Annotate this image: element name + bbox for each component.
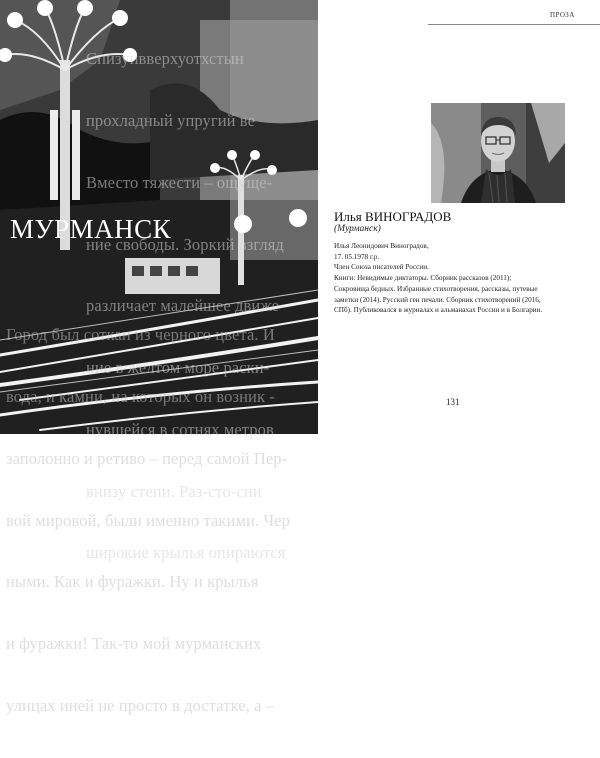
overlay-line: и фуражки! Так-то мой мурманских bbox=[6, 634, 262, 654]
overlay-line: Вместо тяжести – ощуще- bbox=[86, 172, 273, 192]
page-number: 131 bbox=[446, 397, 460, 407]
overlay-line: ние свободы. Зоркий взгляд bbox=[86, 234, 284, 254]
author-bio bbox=[334, 241, 596, 316]
overlay-line: вой мировой, были именно такими. Чер bbox=[6, 510, 290, 530]
bio-line: Книги: Невидимые диктаторы. Сборник рассказов (2011); bbox=[334, 274, 512, 283]
overlay-line: различает малейшее движе- bbox=[86, 296, 285, 316]
overlay-line: внизу степи. Раз-сто-сни bbox=[86, 481, 262, 501]
bio-line: СПб). Публиковался в журналах и альманахах России и в Болгарии. bbox=[334, 306, 543, 315]
overlay-line: Город был соткан из черного цвета. И bbox=[6, 325, 275, 345]
author-city: (Мурманск) bbox=[334, 224, 381, 234]
overlay-line: вода, и камни, на которых он возник - bbox=[6, 386, 275, 406]
section-label: ПРОЗА bbox=[550, 11, 575, 19]
author-name bbox=[334, 209, 451, 225]
overlay-line: заполонно и ретиво – перед самой Пер- bbox=[6, 448, 288, 468]
overlay-line: улицах иней не просто в достатке, а – bbox=[6, 695, 275, 715]
overlay-line: Спизуивверхуотхстын bbox=[86, 49, 244, 69]
bio-line: 17. 05.1978 г.р. bbox=[334, 252, 380, 261]
author-last-name: ВИНОГРАДОВ bbox=[365, 209, 452, 224]
overlay-line: прохладный упругий ве bbox=[86, 110, 256, 130]
right-page bbox=[318, 0, 600, 434]
overlay-text-bottom bbox=[6, 284, 290, 758]
author-photo-icon bbox=[431, 103, 565, 203]
author-first-name: Илья bbox=[334, 209, 362, 224]
left-page bbox=[0, 0, 318, 715]
bio-line: Илья Леонидович Виноградов, bbox=[334, 242, 429, 250]
bio-line: Сокровища бедных. Избранные стихотворения, рассказы, путевые bbox=[334, 284, 538, 293]
bio-line: заметки (2014). Русский ген печали. Сборник стихотворений (2016, bbox=[334, 295, 541, 304]
overlay-line: ние в желтом море раски- bbox=[86, 358, 270, 378]
bio-line: Член Союза писателей России. bbox=[334, 263, 429, 272]
city-title: МУРМАНСК bbox=[10, 214, 172, 244]
overlay-line: ными. Как и фуражки. Ну и крылья bbox=[6, 572, 259, 592]
overlay-line: нувшейся в сотнях метров bbox=[86, 419, 274, 439]
overlay-line: широкие крылья опираются bbox=[86, 543, 286, 563]
section-rule bbox=[428, 24, 600, 25]
